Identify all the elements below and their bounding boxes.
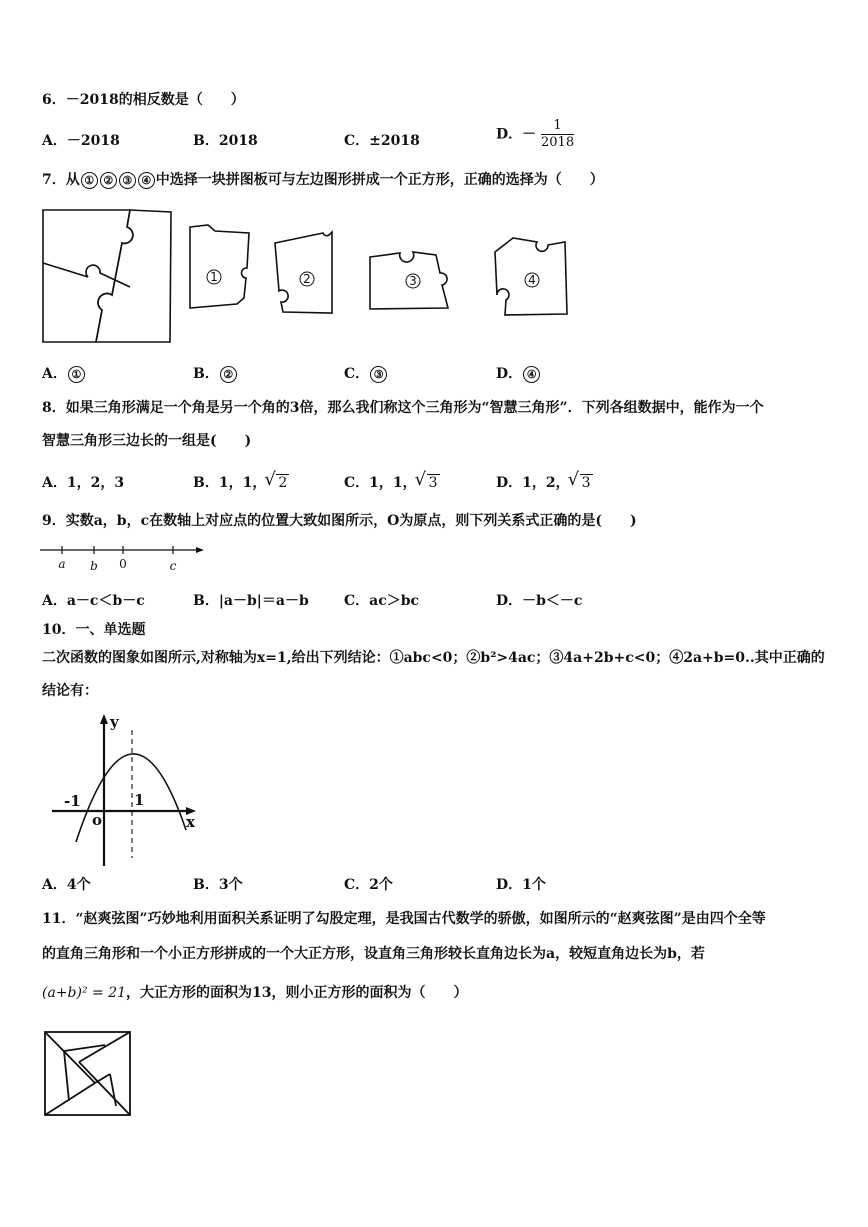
q7-option-a-circled: ① — [68, 366, 85, 383]
q7-option-c-label: C． — [344, 366, 370, 382]
q8-option-d-prefix: D．1，2， — [496, 475, 570, 491]
q7-option-b-label: B． — [193, 366, 219, 382]
q7-puzzle-figure — [40, 205, 580, 355]
q11-stem-line1: 11．“赵爽弦图”巧妙地利用面积关系证明了勾股定理，是我国古代数学的骄傲，如图所示的“赵爽弦图”是由四个全等 — [42, 911, 766, 927]
q7-stem — [42, 170, 604, 190]
q6-option-d-prefix: D．－ — [496, 126, 537, 143]
q7-stem-text: 中选择一块拼图板可与左边图形拼成一个正方形，正确的选择为（ ） — [155, 172, 604, 188]
circled-2: ② — [100, 172, 117, 189]
q11-formula: (a+b)² = 21 — [42, 985, 127, 1001]
q9-option-c: C．ac＞bc — [344, 593, 420, 609]
q7-option-d-label: D． — [496, 366, 523, 382]
piece-3-label: 3 — [409, 274, 417, 288]
q7-option-c — [344, 364, 388, 384]
q8-option-b-prefix: B．1，1， — [193, 475, 267, 491]
piece-4-label: 4 — [528, 273, 536, 287]
graph-label-one: 1 — [134, 791, 145, 809]
q8-option-b-radicand: 2 — [278, 475, 288, 491]
q6-fraction-den: 2018 — [541, 135, 575, 150]
sqrt-symbol — [266, 473, 289, 493]
sqrt-symbol — [417, 473, 440, 493]
circled-3: ③ — [119, 172, 136, 189]
zhao-shuang-diagram — [44, 1031, 132, 1117]
graph-label-x: x — [186, 813, 195, 831]
q9-option-d: D．－b＜－c — [496, 593, 583, 609]
q7-option-b-circled: ② — [220, 366, 237, 383]
q8-option-c — [344, 473, 440, 493]
q7-option-d — [496, 364, 541, 384]
q8-option-b — [193, 473, 289, 493]
sqrt-symbol — [570, 473, 593, 493]
graph-label-origin: o — [92, 811, 103, 829]
q6-option-b: B．2018 — [193, 133, 258, 149]
q6-option-c: C．±2018 — [344, 133, 420, 149]
q9-stem: 9．实数a，b，c在数轴上对应点的位置大致如图所示，O为原点，则下列关系式正确的是( ) — [42, 513, 637, 529]
q10-option-d: D．1个 — [496, 877, 546, 893]
axis-label-zero: 0 — [119, 557, 127, 571]
q10-stem-line2: 结论有： — [42, 683, 98, 699]
q11-stem-line3-text: ，大正方形的面积为13，则小正方形的面积为（ ） — [126, 985, 468, 1001]
axis-label-a: a — [58, 557, 66, 571]
q7-option-a-label: A． — [42, 366, 67, 382]
q8-option-d-radicand: 3 — [581, 475, 591, 491]
q7-option-a — [42, 364, 86, 384]
q7-option-b — [193, 364, 238, 384]
q8-option-c-prefix: C．1，1， — [344, 475, 417, 491]
graph-label-neg1: -1 — [64, 792, 81, 810]
q9-option-a: A．a－c＜b－c — [42, 593, 145, 609]
q11-stem-line3 — [42, 983, 468, 1003]
q10-heading: 10．一、单选题 — [42, 622, 146, 638]
piece-1 — [190, 225, 249, 308]
q9-number-line — [40, 542, 205, 574]
q9-option-b: B．|a－b|＝a－b — [193, 593, 309, 609]
q8-option-a: A．1，2，3 — [42, 475, 125, 491]
q8-stem-line1: 8．如果三角形满足一个角是另一个角的3倍，那么我们称这个三角形为“智慧三角形”．下列各组数据中，能作为一个 — [42, 400, 764, 416]
q6-option-d — [496, 118, 574, 151]
piece-1-label: 1 — [210, 270, 218, 284]
q10-stem-line1: 二次函数的图象如图所示,对称轴为x=1,给出下列结论：①abc<0；②b²>4ac；③4a+2b+c<0；④2a+b=0..其中正确的 — [42, 650, 825, 666]
axis-label-c: c — [169, 559, 177, 573]
axis-label-b: b — [90, 559, 98, 573]
circled-1: ① — [81, 172, 98, 189]
q6-option-a: A．－2018 — [42, 133, 120, 149]
q7-option-d-circled: ④ — [523, 366, 540, 383]
circled-4: ④ — [138, 172, 155, 189]
graph-label-y: y — [110, 713, 119, 731]
q7-option-c-circled: ③ — [370, 366, 387, 383]
q8-stem-line2: 智慧三角形三边长的一组是( ) — [42, 433, 252, 449]
piece-2-label: 2 — [303, 272, 311, 286]
q10-parabola-graph — [50, 712, 200, 868]
q10-option-c: C．2个 — [344, 877, 393, 893]
q10-option-a: A．4个 — [42, 877, 91, 893]
q7-stem-prefix: 7．从 — [42, 172, 80, 188]
q6-fraction — [541, 118, 574, 151]
q8-option-d — [496, 473, 593, 493]
q8-option-c-radicand: 3 — [428, 475, 438, 491]
q6-stem: 6．－2018的相反数是（ ） — [42, 92, 245, 108]
q6-fraction-num: 1 — [541, 118, 574, 135]
q10-option-b: B．3个 — [193, 877, 243, 893]
q11-stem-line2: 的直角三角形和一个小正方形拼成的一个大正方形，设直角三角形较长直角边长为a，较短直角边长为b，若 — [42, 946, 705, 962]
